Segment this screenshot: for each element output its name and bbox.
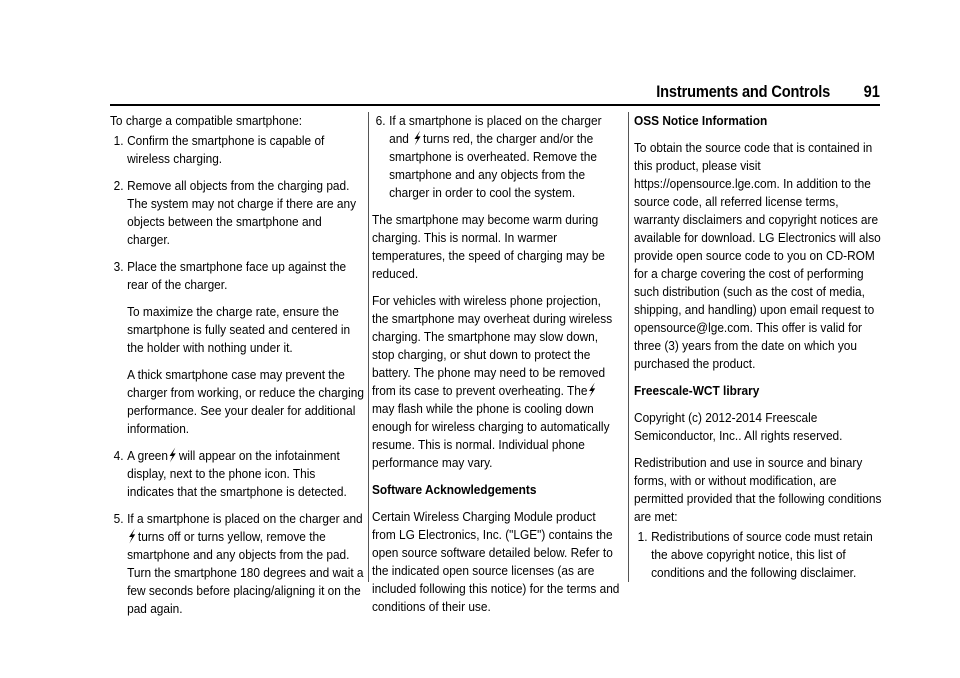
list-item — [372, 112, 620, 202]
section-heading: OSS Notice Information — [634, 113, 768, 128]
paragraph: To obtain the source code that is contained in this product, please visit https://opensource.lge.com. In addition to the source code, all referred license terms, warranty disclaimers and copyright notices are available for download. LG Electronics will also provide open source code to you on CD-ROM for a charge covering the cost of performing such distribution (such as the cost of media, shipping, and handling) upon email request to opensource@lge.com. This offer is valid for three (3) years from the date on which you purchased the product. — [634, 140, 881, 371]
list-item — [110, 510, 365, 618]
intro-text: To charge a compatible smartphone: — [110, 113, 302, 128]
list-item — [110, 132, 365, 168]
list-item — [110, 447, 365, 501]
lightning-bolt-icon — [169, 447, 177, 463]
item-text-pre: If a smartphone is placed on the charger and — [389, 113, 602, 146]
item-number: 2. — [113, 178, 124, 193]
column-1 — [110, 112, 365, 627]
paragraph: Redistribution and use in source and binary forms, with or without modification, are permitted provided that the following conditions are met: — [634, 455, 882, 524]
page-header — [110, 80, 880, 106]
paragraph — [372, 292, 620, 472]
item-text — [389, 112, 620, 202]
item-text-post: turns red, the charger and/or the smartphone is overheated. Remove the smartphone and any objects from the charger in order to cool the system. — [389, 131, 597, 200]
column-divider — [628, 112, 629, 582]
item-text-pre: If a smartphone is placed on the charger and — [127, 511, 363, 526]
item-text: Place the smartphone face up against the rear of the charger. — [127, 259, 347, 292]
item-note: A thick smartphone case may prevent the charger from working, or reduce the charging performance. See your dealer for additional information. — [127, 367, 364, 436]
list-item — [634, 528, 882, 582]
paragraph: Copyright (c) 2012-2014 Freescale Semiconductor, Inc.. All rights reserved. — [634, 410, 843, 443]
list-item — [110, 177, 365, 249]
item-text-post: turns off or turns yellow, remove the smartphone and any objects from the pad. Turn the smartphone 180 degrees and wait a few seconds before placing/aligning it on the pad again. — [127, 529, 364, 616]
item-text: Remove all objects from the charging pad. The system may not charge if there are any objects between the smartphone and charger. — [127, 178, 357, 247]
column-2 — [372, 112, 620, 625]
item-number: 4. — [113, 448, 124, 463]
item-number: 5. — [113, 511, 124, 526]
lightning-bolt-icon — [413, 130, 421, 146]
page-number: 91 — [863, 82, 880, 101]
item-number: 1. — [113, 133, 124, 148]
section-heading: Freescale-WCT library — [634, 383, 760, 398]
item-note: To maximize the charge rate, ensure the smartphone is fully seated and centered in the holder with nothing under it. — [127, 304, 351, 355]
header-rule — [110, 104, 880, 106]
section-heading: Software Acknowledgements — [372, 482, 537, 497]
item-text: Confirm the smartphone is capable of wireless charging. — [127, 133, 325, 166]
lightning-bolt-icon — [588, 382, 596, 398]
item-number: 3. — [113, 259, 124, 274]
item-number: 1. — [637, 529, 648, 544]
item-text — [127, 447, 365, 501]
item-number: 6. — [375, 113, 386, 128]
item-text — [127, 510, 365, 618]
item-text: Redistributions of source code must retain the above copyright notice, this list of conditions and the following disclaimer. — [651, 529, 873, 580]
column-3 — [634, 112, 882, 591]
paragraph: The smartphone may become warm during charging. This is normal. In warmer temperatures, the speed of charging may be reduced. — [372, 212, 605, 281]
list-item — [110, 258, 365, 294]
paragraph: Certain Wireless Charging Module product from LG Electronics, Inc. ("LGE") contains the open source software detailed below. Refer to the indicated open source licenses (as are included following this notice) for the terms and conditions of their use. — [372, 509, 620, 614]
paragraph-pre: For vehicles with wireless phone projection, the smartphone may overheat during wireless charging. The smartphone may slow down, stop charging, or shut down to protect the battery. The phone may need to be removed from its case to prevent overheating. The — [372, 293, 613, 398]
item-text-pre: A green — [127, 448, 169, 463]
lightning-bolt-icon — [128, 528, 136, 544]
paragraph-post: may flash while the phone is cooling down enough for wireless charging to automatically resume. This is normal. Individual phone performance may vary. — [372, 401, 610, 470]
section-title: Instruments and Controls — [656, 82, 830, 101]
column-divider — [368, 112, 369, 582]
item-text-post: will appear on the infotainment display, next to the phone icon. This indicates that the smartphone is detected. — [127, 448, 347, 499]
